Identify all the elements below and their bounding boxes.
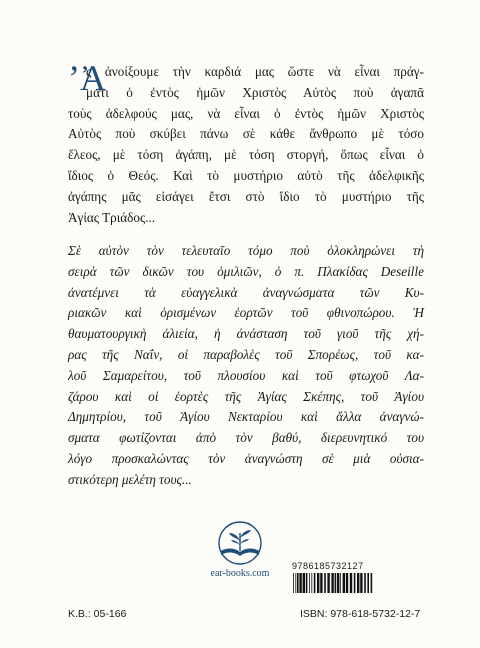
barcode-bar <box>314 573 316 593</box>
barcode-bar <box>327 573 329 593</box>
barcode-bar <box>357 573 359 593</box>
barcode-bar <box>299 573 301 593</box>
description-line: σματα φωτίζονται ἀπὸ τὸν βαθύ, διερευνητικό του <box>68 430 424 446</box>
publisher-website: ear-books.com <box>210 568 270 579</box>
barcode-bar <box>311 573 312 593</box>
barcode-bar <box>335 573 337 593</box>
barcode-bars <box>292 573 422 593</box>
barcode-bar <box>340 573 341 593</box>
description-line: στικότερη μελέτη τους... <box>68 471 192 487</box>
barcode-bar <box>324 573 326 593</box>
intro-line: ματι ὁ ἐντὸς ἡμῶν Χριστὸς Αὐτὸς ποὺ ἀγαπᾶ <box>86 84 424 100</box>
open-book-plant-icon <box>207 521 273 567</box>
barcode-bar <box>317 573 319 593</box>
description-line: ἀνατέμνει τὰ εὐαγγελικὰ ἀναγνώσματα τῶν Κυ- <box>68 284 424 300</box>
description-line: λοῦ Σαμαρείτου, τοῦ πλουσίου καὶ τοῦ φτωχοῦ Λα- <box>68 367 424 383</box>
description-line: σειρὰ τῶν δικῶν του ὁμιλιῶν, ὁ π. Πλακίδας Deseille <box>68 263 424 279</box>
barcode-bar <box>371 573 373 593</box>
barcode-bar <box>354 573 356 593</box>
description-line: ζάρου καὶ οἱ ἑορτὲς τῆς Ἁγίας Σκέπης, τοῦ Ἁγίου <box>68 388 424 404</box>
barcode-bar <box>293 573 294 593</box>
barcode-number: 9786185732127 <box>292 561 364 571</box>
intro-line: ς ἀνοίξουμε τὴν καρδιά μας ὥστε νὰ εἶναι πράγ- <box>86 64 424 79</box>
barcode-bar <box>367 573 369 593</box>
catalog-code: Κ.Β.: 05-166 <box>68 608 127 620</box>
barcode-bar <box>346 573 348 593</box>
barcode-bar <box>303 573 305 593</box>
description-paragraph <box>68 241 424 491</box>
intro-line: ἔλεος, μὲ τόση ἀγάπη, μὲ τόση στοργή, ὅπως εἶναι ὁ <box>68 147 424 163</box>
description-line: Δημητρίου, τοῦ Ἁγίου Νεκταρίου καὶ ἄλλα ἀναγνώ- <box>68 409 424 425</box>
barcode-bar <box>320 573 322 593</box>
description-line: λόγο προσκαλώντας τὸν ἀναγνώστη σὲ μιὰ οὐσια- <box>68 450 424 466</box>
intro-line: Αὐτὸς ποὺ σκύβει πάνω σὲ κάθε ἄνθρωπο μὲ τόσο <box>68 126 424 142</box>
barcode-bar <box>364 573 366 593</box>
description-line: θαυματουργικὴ ἁλιεία, ἡ ἀνάσταση τοῦ γιοῦ τῆς χή- <box>68 326 424 342</box>
intro-line: ἴδιος ὁ Θεός. Καὶ τὸ μυστήριο αὐτὸ τῆς ἀδελφικῆς <box>68 167 424 183</box>
barcode-bar <box>295 573 296 593</box>
intro-paragraph <box>68 62 424 228</box>
barcode <box>292 561 422 593</box>
barcode-bar <box>309 573 310 593</box>
description-line: ρας τῆς Ναΐν, οἱ παραβολὲς τοῦ Σπορέως, τοῦ κα- <box>68 346 424 362</box>
barcode-bar <box>337 573 339 593</box>
barcode-bar <box>343 573 345 593</box>
barcode-bar <box>297 573 299 593</box>
barcode-bar <box>350 573 352 593</box>
description-line: Σὲ αὐτὸν τὸν τελευταῖο τόμο ποὺ ὁλοκληρώνει τὴ <box>68 243 424 258</box>
barcode-bar <box>360 573 362 593</box>
intro-line: ἀγάπης μᾶς εἰσάγει ἔτσι στὸ ἴδιο τὸ μυστήριο τῆς <box>68 188 424 204</box>
isbn: ISBN: 978-618-5732-12-7 <box>300 608 421 620</box>
intro-line: Ἁγίας Τριάδος... <box>68 209 156 225</box>
description-line: ριακῶν καὶ ὁρισμένων ἑορτῶν τοῦ φθινοπώρου. Ἡ <box>68 305 424 321</box>
drop-cap: ’Ἀ <box>68 58 106 98</box>
barcode-bar <box>331 573 333 593</box>
barcode-bar <box>306 573 308 593</box>
intro-line: τοὺς ἀδελφούς μας, νὰ εἶναι ὁ ἐντὸς ἡμῶν Χριστὸς <box>68 105 424 121</box>
